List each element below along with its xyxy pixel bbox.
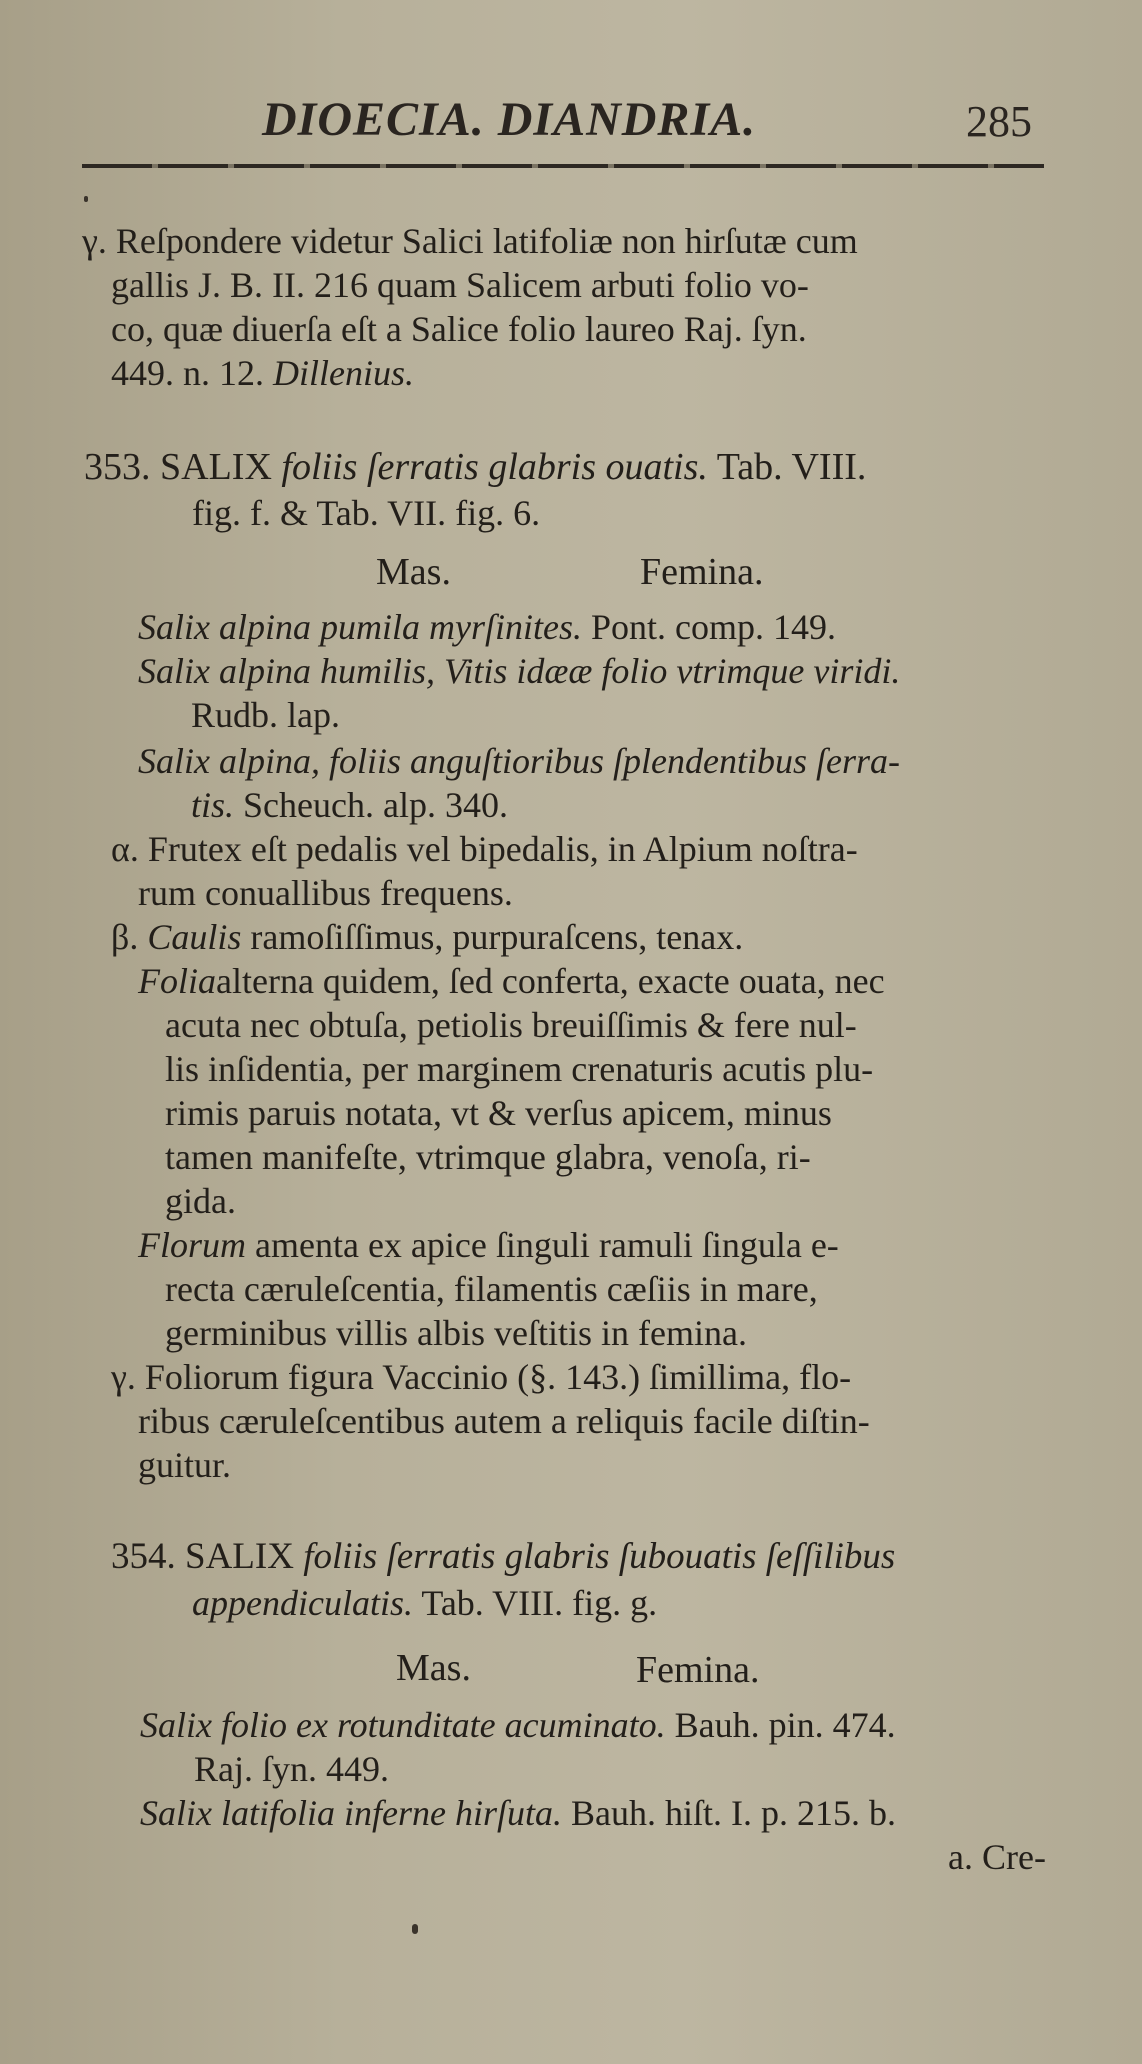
text-line: rum conuallibus frequens. bbox=[138, 873, 513, 913]
running-title: DIOECIA. DIANDRIA. bbox=[262, 93, 757, 146]
text-line: acuta nec obtuſa, petiolis breuiſſimis & fere nul- bbox=[165, 1005, 857, 1045]
sex-label-mas: Mas. bbox=[376, 551, 451, 593]
text-line bbox=[192, 1582, 657, 1624]
text-line bbox=[111, 916, 743, 958]
ink-speck bbox=[84, 196, 88, 202]
text-span: ramoſiſſimus, purpuraſcens, tenax. bbox=[250, 917, 744, 957]
synonym-ref: Bauh. hiſt. I. p. 215. b. bbox=[570, 1793, 896, 1833]
text-line bbox=[138, 960, 885, 1002]
text-line bbox=[138, 1224, 839, 1266]
header-rule bbox=[82, 164, 1044, 168]
text-line: gida. bbox=[165, 1181, 236, 1221]
synonym-ref: Bauh. pin. 474. bbox=[674, 1705, 896, 1745]
term-florum: Florum bbox=[138, 1225, 246, 1265]
text-line bbox=[111, 352, 414, 394]
entry-diagnosis-cont: appendiculatis. bbox=[192, 1583, 413, 1623]
entry-diagnosis: foliis ſerratis glabris ſubouatis ſeſſilibus bbox=[303, 1536, 896, 1577]
sex-label-femina: Femina. bbox=[636, 1649, 760, 1691]
entry-plate: Tab. VIII. bbox=[716, 446, 867, 488]
synonym-line bbox=[140, 1704, 896, 1746]
text-span: amenta ex apice ſinguli ramuli ſingula e- bbox=[255, 1225, 839, 1265]
text-line: Rudb. lap. bbox=[191, 695, 340, 735]
sex-label-femina: Femina. bbox=[640, 551, 764, 593]
text-line: γ. Reſpondere videtur Salici latifoliæ non hirſutæ cum bbox=[82, 221, 858, 261]
text-span: alterna quidem, ſed conferta, exacte ouata, nec bbox=[216, 961, 885, 1001]
synonym-name: Salix alpina pumila myrſinites. bbox=[138, 607, 582, 647]
entry-number: 353. SALIX bbox=[84, 446, 272, 488]
entry-plate: Tab. VIII. fig. g. bbox=[421, 1583, 658, 1623]
text-line: germinibus villis albis veſtitis in femina. bbox=[165, 1313, 747, 1353]
text-line: guitur. bbox=[138, 1445, 232, 1485]
text-line: Raj. ſyn. 449. bbox=[194, 1749, 389, 1789]
page-number: 285 bbox=[966, 97, 1032, 146]
text-line: ribus cæruleſcentibus autem a reliquis facile diſtin- bbox=[138, 1401, 870, 1441]
entry-number: 354. SALIX bbox=[111, 1536, 294, 1577]
text-line: γ. Foliorum figura Vaccinio (§. 143.) ſimillima, flo- bbox=[111, 1357, 852, 1397]
entry-heading bbox=[111, 1536, 895, 1578]
synonym-line bbox=[140, 1792, 896, 1834]
text-line: recta cæruleſcentia, filamentis cæſiis in mare, bbox=[165, 1269, 818, 1309]
entry-heading bbox=[84, 446, 866, 488]
text-line: tamen manifeſte, vtrimque glabra, venoſa, ri- bbox=[165, 1137, 811, 1177]
entry-diagnosis: foliis ſerratis glabris ouatis. bbox=[281, 446, 708, 488]
text-span: 449. n. 12. bbox=[111, 353, 264, 393]
text-line: co, quæ diuerſa eſt a Salice folio laureo Raj. ſyn. bbox=[111, 309, 807, 349]
synonym-line: Salix alpina, foliis anguſtioribus ſplendentibus ſerra- bbox=[138, 741, 900, 781]
sex-label-mas: Mas. bbox=[396, 1647, 471, 1689]
catchword: a. Cre- bbox=[948, 1837, 1046, 1877]
term-folia: Folia bbox=[138, 961, 216, 1001]
text-line: α. Frutex eſt pedalis vel bipedalis, in Alpium noſtra- bbox=[111, 829, 858, 869]
running-header bbox=[0, 92, 1142, 152]
text-line bbox=[191, 784, 508, 826]
text-line: gallis J. B. II. 216 quam Salicem arbuti folio vo- bbox=[111, 265, 809, 305]
text-span: tis. bbox=[191, 785, 235, 825]
synonym-line bbox=[138, 606, 836, 648]
ink-speck bbox=[412, 1924, 418, 1934]
text-line: lis inſidentia, per marginem crenaturis acutis plu- bbox=[165, 1049, 874, 1089]
author-name: Dillenius. bbox=[273, 353, 414, 393]
text-line: rimis paruis notata, vt & verſus apicem, minus bbox=[165, 1093, 832, 1133]
synonym-ref: Pont. comp. 149. bbox=[590, 607, 836, 647]
synonym-name: Salix latifolia inferne hirſuta. bbox=[140, 1793, 562, 1833]
synonym-name: Salix folio ex rotunditate acuminato. bbox=[140, 1705, 666, 1745]
term-caulis: Caulis bbox=[147, 917, 242, 957]
synonym-ref: Scheuch. alp. 340. bbox=[243, 785, 508, 825]
text-line: fig. f. & Tab. VII. fig. 6. bbox=[192, 493, 541, 533]
text-span: β. bbox=[111, 917, 139, 957]
synonym-line: Salix alpina humilis, Vitis idææ folio vtrimque viridi. bbox=[138, 651, 901, 691]
